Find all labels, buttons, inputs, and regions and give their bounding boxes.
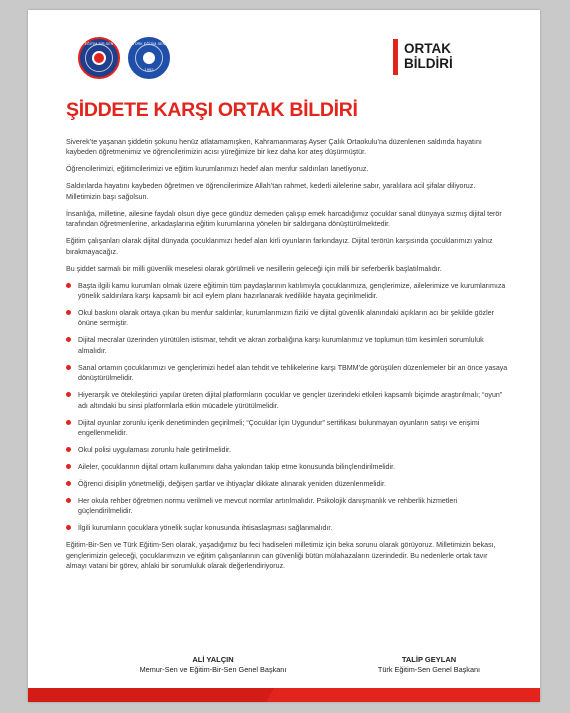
union-logos <box>78 37 170 79</box>
bullet-icon <box>66 365 71 370</box>
bullet-icon <box>66 283 71 288</box>
signatory-name: TALİP GEYLAN <box>401 655 457 664</box>
signatory-role: Memur-Sen ve Eğitim-Bir-Sen Genel Başkanı <box>139 665 287 674</box>
list-item: Sanal ortamın çocuklarımızı ve gençlerimizi hedef alan tehdit ve tehlikelerine karşı TBMM’de görüşülen düzenlemeler bir an önce yasaya dönüştürülmelidir. <box>66 363 508 384</box>
paragraph: Saldırılarda hayatını kaybeden öğretmen ve öğrencilerimize Allah’tan rahmet, kederli ailelerine sabır, yaralılara acil şifalar diliyoruz. Milletimizin başı sağolsun. <box>66 182 476 201</box>
joint-statement-badge <box>393 39 453 75</box>
bullet-icon <box>66 464 71 469</box>
bullet-icon <box>66 525 71 530</box>
bullet-icon <box>66 392 71 397</box>
list-item: Öğrenci disiplin yönetmeliği, değişen şartlar ve ihtiyaçlar dikkate alınarak yeniden düzenlenmelidir. <box>66 479 508 489</box>
badge-line-2: BİLDİRİ <box>404 56 453 71</box>
list-item: Hiyerarşik ve ötekileştirici yapılar üreten dijital platformların çocuklar ve gençler üzerindeki etkileri kapsamlı biçimde araştırılmalı; “oyun” adı altındaki bu sinsi platformlarla etkin mücadele yürütülmelidir. <box>66 390 508 411</box>
signatory-role: Türk Eğitim-Sen Genel Başkanı <box>377 665 481 674</box>
demands-list <box>66 281 508 534</box>
egitim-bir-sen-logo: EĞİTİM-BİR-SEN <box>78 37 120 79</box>
list-item: Başta ilgili kamu kurumları olmak üzere eğitimin tüm paydaşlarının katılımıyla çocuklarımıza, gençlerimize, ailelerimize ve kurumlarımıza yönelik saldırılara karşı kapsamlı bir acil eylem planı hazırlanarak ivedilikle hayata geçirilmelidir. <box>66 281 508 302</box>
paragraph: İnsanlığa, milletine, ailesine faydalı olsun diye gece gündüz demeden çalışıp emek harcadığımız çocuklar sanal dünyaya sızmış dijital terör tarafından öğretmenlerine, arkadaşlarına eğitim kurumlarına yönelen bir saldırgana dönüştürülmektedir. <box>66 209 502 229</box>
footer-red-band <box>28 688 540 702</box>
list-item: Aileler, çocuklarının dijital ortam kullanımını daha yakından takip etme konusunda bilinçlendirilmelidir. <box>66 462 508 472</box>
signatory-name: ALİ YALÇIN <box>192 655 234 664</box>
paragraph: Öğrencilerimizi, eğitimcilerimizi ve eğitim kurumlarımızı hedef alan menfur saldırıları lanetliyoruz. <box>66 165 369 174</box>
badge-accent-bar <box>393 39 398 75</box>
list-item: Dijital mecralar üzerinden yürütülen istismar, tehdit ve akran zorbalığına karşı kurumlarımız ve toplumun tüm kesimleri sorumluluk almalıdır. <box>66 335 508 356</box>
bullet-icon <box>66 447 71 452</box>
document-title: ŞİDDETE KARŞI ORTAK BİLDİRİ <box>66 99 358 121</box>
document-body <box>66 137 508 578</box>
paragraph: Siverek’te yaşanan şiddetin şokunu henüz atlatamamışken, Kahramanmaraş Ayser Çalık Ortaokulu’na düzenlenen saldırıda hayatını kaybeden öğretmenimiz ve öğrencilerimizin acısı yüreğimize bir kez daha kor ateş düşürmüştür. <box>66 138 482 157</box>
paragraph: Bu şiddet sarmalı bir milli güvenlik meselesi olarak görülmeli ve nesillerin geleceği için milli bir seferberlik başlatılmalıdır. <box>66 264 442 273</box>
document-page <box>28 10 540 702</box>
list-item: Dijital oyunlar zorunlu içerik denetiminden geçirilmeli; “Çocuklar İçin Uygundur” sertifikası bulunmayan oyunların satışı ve erişimi engellenmelidir. <box>66 418 508 439</box>
list-item: Okul baskını olarak ortaya çıkan bu menfur saldırılar, kurumlarımızın fiziki ve dijital güvenlik alanındaki açıkların acı bir şekilde gözler önüne sermiştir. <box>66 308 508 329</box>
list-item: Her okula rehber öğretmen normu verilmeli ve mevcut normlar artırılmalıdır. Psikolojik danışmanlık ve rehberlik hizmetleri güçlendirilmelidir. <box>66 496 508 517</box>
list-item: İlgili kurumların çocuklara yönelik suçlar konusunda ihtisaslaşması sağlanmalıdır. <box>66 523 508 533</box>
bullet-icon <box>66 337 71 342</box>
badge-line-1: ORTAK <box>404 41 451 56</box>
signature-ali-yalcin <box>128 654 298 675</box>
turk-egitim-sen-logo: TÜRK EĞİTİM-SEN 1992 <box>128 37 170 79</box>
list-item: Okul polisi uygulaması zorunlu hale getirilmelidir. <box>66 445 508 455</box>
paragraph: Eğitim çalışanları olarak dijital dünyada çocuklarımızı hedef alan kirli oyunların farkındayız. Dijital terörün karşısında çocuklarımızı yalnız bırakmayacağız. <box>66 237 493 256</box>
bullet-icon <box>66 481 71 486</box>
signature-talip-geylan <box>354 654 504 675</box>
bullet-icon <box>66 310 71 315</box>
bullet-icon <box>66 420 71 425</box>
closing-paragraph: Eğitim-Bir-Sen ve Türk Eğitim-Sen olarak, yaşadığımız bu feci hadiseleri milletimiz için beka sorunu olarak görüyoruz. Milletimizin bekası, gençlerimizin geleceği, çocuklarımızın ve eğitim çalışanlarının can güvenliği bütün mülahazaların üzerindedir. Bu nedenlerle ortak tavır almayı vatani bir görev, ahlaki bir sorumluluk olarak değerlendiriyoruz. <box>66 541 496 571</box>
bullet-icon <box>66 498 71 503</box>
